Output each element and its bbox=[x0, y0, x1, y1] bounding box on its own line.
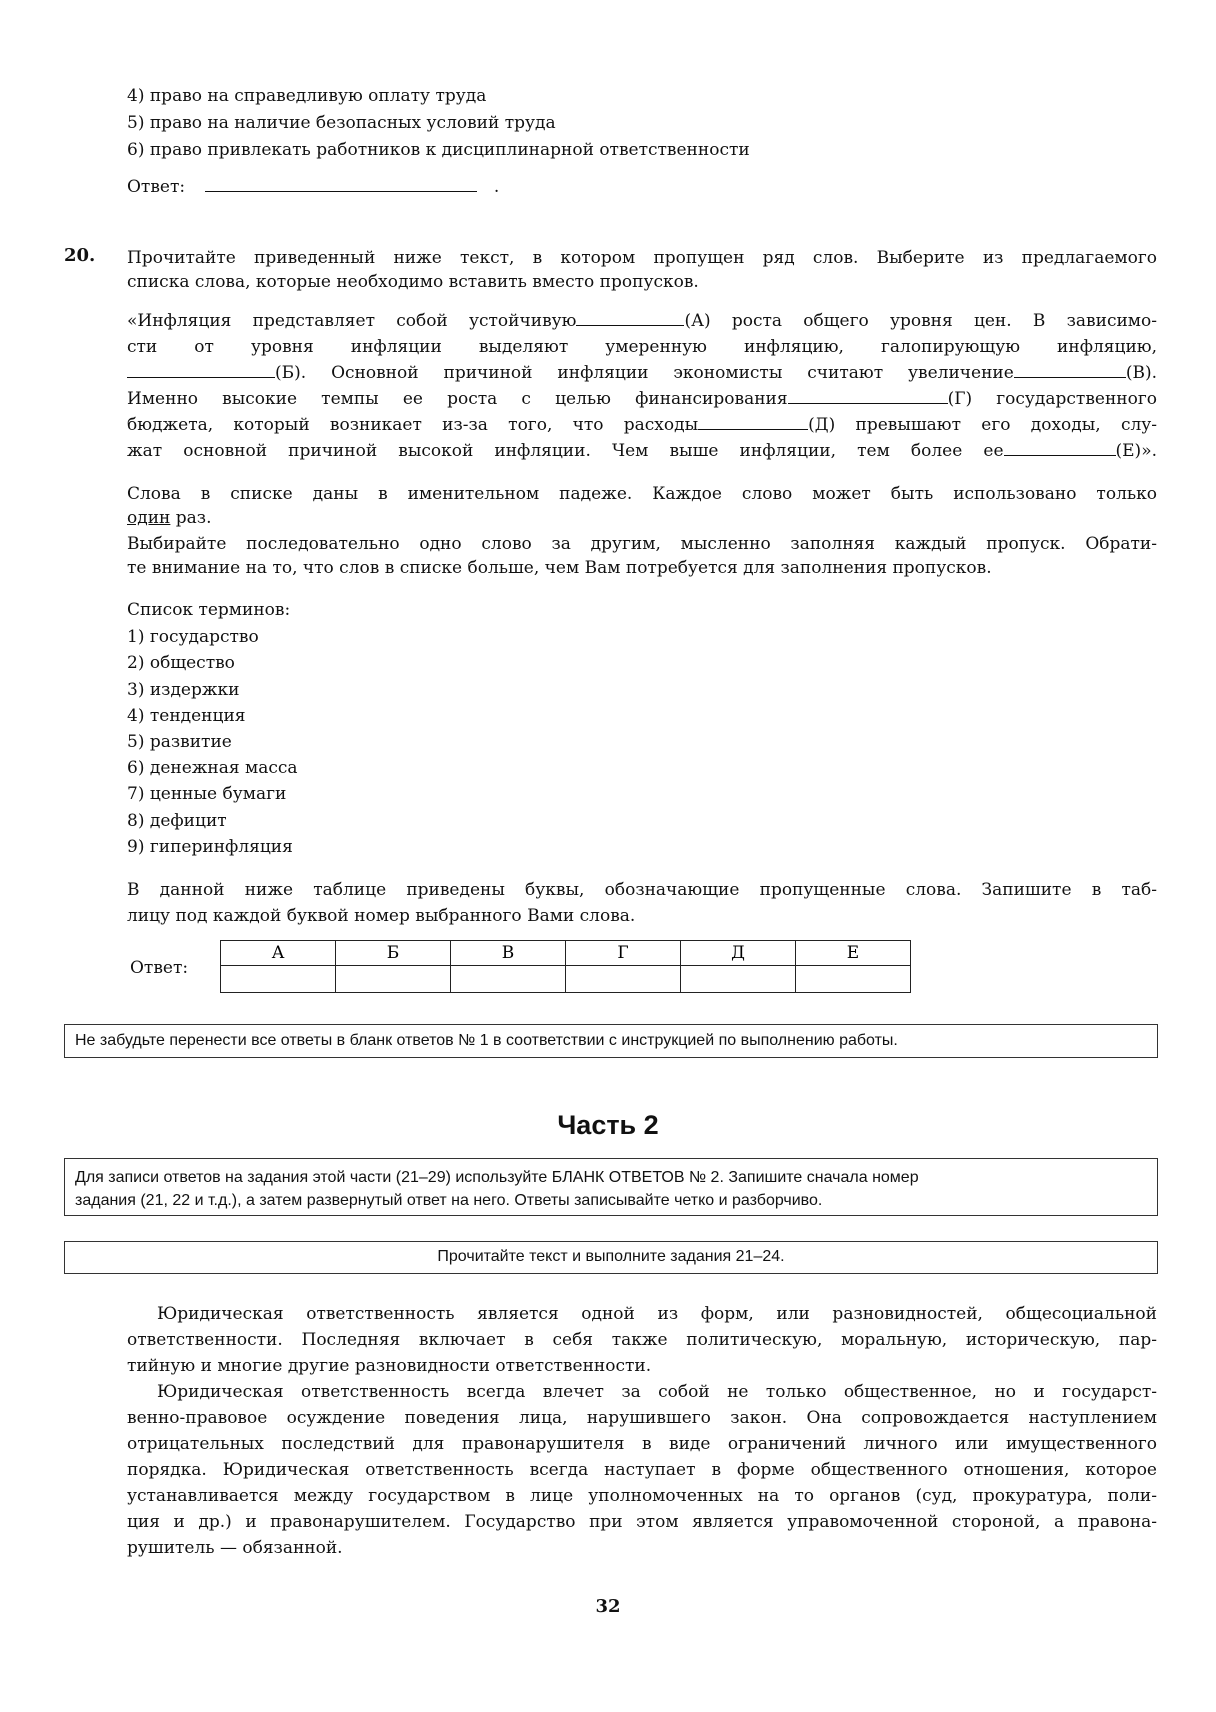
answer-cell[interactable] bbox=[221, 966, 336, 993]
term-item: 7) ценные бумаги bbox=[127, 784, 287, 804]
passage-line: Юридическая ответственность всегда влечет за собой не только общественное, но и государст- bbox=[157, 1382, 1157, 1402]
quote-line-2: сти от уровня инфляции выделяют умеренную инфляцию, галопирующую инфляцию, bbox=[127, 337, 1157, 357]
answer-label: Ответ: bbox=[127, 177, 186, 197]
answer-table-header: Б bbox=[336, 941, 451, 966]
term-item: 8) дефицит bbox=[127, 811, 227, 831]
answer-table-header: Е bbox=[796, 941, 911, 966]
passage-line: венно-правовое осуждение поведения лица, нарушившего закон. Она сопровождается наступлением bbox=[127, 1408, 1157, 1428]
rules-line-1: Слова в списке даны в именительном падеже. Каждое слово может быть использовано только bbox=[127, 484, 1157, 504]
answer-blank[interactable] bbox=[205, 177, 477, 192]
rules-line-3: Выбирайте последовательно одно слово за другим, мысленно заполняя каждый пропуск. Обрати- bbox=[127, 534, 1157, 554]
passage-line: ответственности. Последняя включает в себя также политическую, моральную, историческую, пар- bbox=[127, 1330, 1157, 1350]
term-item: 1) государство bbox=[127, 627, 259, 647]
answer-cell[interactable] bbox=[451, 966, 566, 993]
answer-table-input-row bbox=[221, 966, 911, 993]
quote-line-1: «Инфляция представляет собой устойчивую (А) роста общего уровня цен. В зависимо- bbox=[127, 311, 1157, 331]
gap-a bbox=[576, 311, 684, 326]
passage-line: тийную и многие другие разновидности ответственности. bbox=[127, 1356, 652, 1376]
passage-line: ция и др.) и правонарушителем. Государство при этом является управомоченной стороной, а правона- bbox=[127, 1512, 1157, 1532]
term-item: 6) денежная масса bbox=[127, 758, 298, 778]
task20-intro-line1: Прочитайте приведенный ниже текст, в котором пропущен ряд слов. Выберите из предлагаемого bbox=[127, 248, 1157, 268]
gap-g bbox=[788, 389, 948, 404]
quote-line-5: бюджета, который возникает из-за того, что расходы (Д) превышают его доходы, слу- bbox=[127, 415, 1158, 435]
reminder-text: Не забудьте перенести все ответы в бланк ответов № 1 в соответствии с инструкцией по выполнению работы. bbox=[75, 1032, 898, 1049]
answer-option-5: 5) право на наличие безопасных условий труда bbox=[127, 113, 556, 133]
instructions-line-1: Для записи ответов на задания этой части (21–29) используйте БЛАНК ОТВЕТОВ № 2. Запишите сначала номер bbox=[75, 1169, 919, 1186]
answer-table-header: Д bbox=[681, 941, 796, 966]
term-item: 4) тенденция bbox=[127, 706, 246, 726]
term-item: 5) развитие bbox=[127, 732, 232, 752]
answer-line-19: Ответ: . bbox=[127, 177, 500, 197]
table-intro-line1: В данной ниже таблице приведены буквы, обозначающие пропущенные слова. Запишите в таб- bbox=[127, 880, 1157, 900]
quote-line-6: жат основной причиной высокой инфляции. Чем выше инфляции, тем более ее (Е)». bbox=[127, 441, 1157, 461]
gap-d bbox=[698, 415, 808, 430]
passage-line: устанавливается между государством в лице уполномоченных на то органов (суд, прокуратура, поли- bbox=[127, 1486, 1157, 1506]
gap-v bbox=[1014, 363, 1126, 378]
answer-table-header: А bbox=[221, 941, 336, 966]
passage-line: отрицательных последствий для правонарушителя в виде ограничений личного или имущественного bbox=[127, 1434, 1157, 1454]
answer-table-header: В bbox=[451, 941, 566, 966]
answer-table bbox=[220, 940, 911, 993]
answer-cell[interactable] bbox=[336, 966, 451, 993]
read-prompt-text: Прочитайте текст и выполните задания 21–24. bbox=[437, 1248, 785, 1265]
answer-cell[interactable] bbox=[566, 966, 681, 993]
table-intro-line2: лицу под каждой буквой номер выбранного Вами слова. bbox=[127, 906, 636, 926]
terms-title: Список терминов: bbox=[127, 600, 291, 620]
answer-option-4: 4) право на справедливую оплату труда bbox=[127, 86, 487, 106]
task-number-20: 20. bbox=[64, 245, 96, 266]
page-number: 32 bbox=[595, 1596, 621, 1617]
answer-option-6: 6) право привлекать работников к дисциплинарной ответственности bbox=[127, 140, 750, 160]
answer-table-header: Г bbox=[566, 941, 681, 966]
answer-cell[interactable] bbox=[681, 966, 796, 993]
passage-line: порядка. Юридическая ответственность всегда наступает в форме общественного отношения, которое bbox=[127, 1460, 1157, 1480]
term-item: 2) общество bbox=[127, 653, 235, 673]
answer-cell[interactable] bbox=[796, 966, 911, 993]
read-prompt-box bbox=[64, 1241, 1158, 1274]
term-item: 3) издержки bbox=[127, 680, 240, 700]
rules-line-4: те внимание на то, что слов в списке больше, чем Вам потребуется для заполнения пропусков. bbox=[127, 558, 992, 578]
passage-line: рушитель — обязанной. bbox=[127, 1538, 343, 1558]
passage-line: Юридическая ответственность является одной из форм, или разновидностей, общесоциальной bbox=[157, 1304, 1157, 1324]
reminder-box bbox=[64, 1024, 1158, 1058]
answer-table-header-row bbox=[221, 941, 911, 966]
gap-b bbox=[127, 363, 275, 378]
task20-intro-line2: списка слова, которые необходимо вставить вместо пропусков. bbox=[127, 272, 699, 292]
instructions-line-2: задания (21, 22 и т.д.), а затем развернутый ответ на него. Ответы записывайте четко и разборчиво. bbox=[75, 1192, 823, 1209]
quote-line-4: Именно высокие темпы ее роста с целью финансирования (Г) государственного bbox=[127, 389, 1158, 409]
part2-title: Часть 2 bbox=[557, 1110, 659, 1140]
part2-instructions-box bbox=[64, 1158, 1158, 1216]
quote-line-3: (Б). Основной причиной инфляции экономисты считают увеличение (В). bbox=[127, 363, 1157, 383]
term-item: 9) гиперинфляция bbox=[127, 837, 293, 857]
rules-line-2: один раз. bbox=[127, 508, 212, 528]
gap-e bbox=[1004, 441, 1116, 456]
answer-table-label: Ответ: bbox=[130, 958, 189, 978]
